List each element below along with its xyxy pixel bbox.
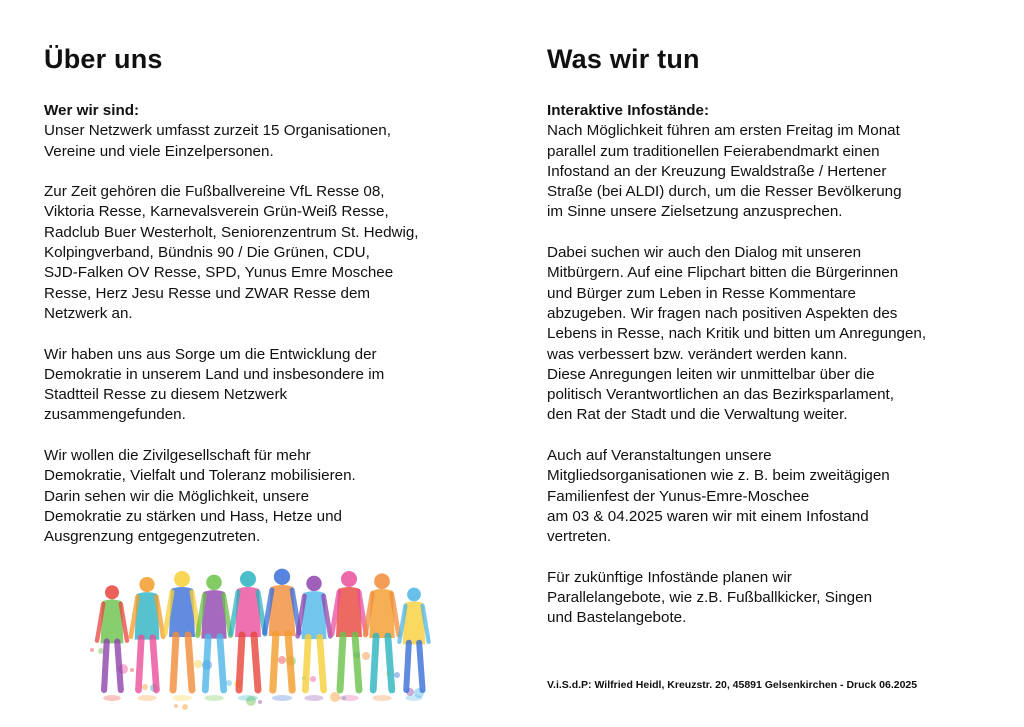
paint-splash bbox=[330, 692, 340, 702]
paint-splash bbox=[394, 672, 400, 678]
person-figure bbox=[265, 569, 300, 701]
person-figure bbox=[231, 571, 265, 701]
paint-splash bbox=[226, 680, 232, 686]
right-paragraph-3: Auch auf Veranstaltungen unsere Mitgliedsorganisationen wie z. B. beim zweitägigen Familienfest der Yunus-Emre-Moschee am 03 & 04.2025 waren wir mit einem Infostand vertreten. bbox=[547, 447, 890, 546]
paint-splash bbox=[130, 668, 134, 672]
paint-splash bbox=[194, 660, 202, 668]
paint-splash bbox=[142, 684, 148, 690]
paint-splash bbox=[90, 648, 94, 652]
left-paragraph-1: Unser Netzwerk umfasst zurzeit 15 Organisationen, Vereine und viele Einzelpersonen. bbox=[44, 122, 391, 160]
person-figure bbox=[97, 585, 127, 701]
right-body bbox=[547, 101, 1007, 649]
imprint-footer: V.i.S.d.P: Wilfried Heidl, Kreuzstr. 20, 45891 Gelsenkirchen - Druck 06.2025 bbox=[547, 679, 918, 691]
person-figure bbox=[165, 571, 199, 701]
left-body bbox=[44, 101, 494, 568]
person-figure bbox=[298, 576, 331, 701]
right-subtitle: Interaktive Infostände: bbox=[547, 102, 710, 119]
right-paragraph-1: Nach Möglichkeit führen am ersten Freitag im Monat parallel zum traditionellen Feierabendmarkt einen Infostand an der Kreuzung Ewaldstraße / Hertener Straße (bei ALDI) durch, um die Resser Bevölkerung im Sinne unsere Zielsetzung anzusprechen. bbox=[547, 122, 902, 221]
person-figure bbox=[198, 575, 231, 701]
paint-splash bbox=[310, 676, 316, 682]
right-paragraph-2: Dabei suchen wir auch den Dialog mit unseren Mitbürgern. Auf eine Flipchart bitten die Bürgerinnen und Bürger zum Leben in Resse Kommentare abzugeben. Wir fragen nach positiven Aspekten des Lebens in Resse, nach Kritik und bitten um Anregungen, was verbessert bzw. verändert werden kann. Diese Anregungen leiten wir unmittelbar über die politisch Verantwortlichen an das Bezirksparlament, den Rat der Stadt und die Verwaltung weiter. bbox=[547, 244, 927, 424]
left-paragraph-4: Wir wollen die Zivilgesellschaft für mehr Demokratie, Vielfalt und Toleranz mobilisieren. Darin sehen wir die Möglichkeit, unsere Demokratie zu stärken und Hass, Hetze und Ausgrenzung entgegenzutreten. bbox=[44, 447, 356, 546]
paint-splash bbox=[278, 656, 286, 664]
right-intro bbox=[547, 101, 1007, 223]
page-title-ueber-uns: Über uns bbox=[44, 44, 163, 74]
paint-splash bbox=[182, 704, 188, 710]
person-figure bbox=[332, 571, 366, 701]
left-intro bbox=[44, 101, 494, 162]
paint-splash bbox=[362, 652, 370, 660]
left-subtitle: Wer wir sind: bbox=[44, 102, 140, 119]
person-figure bbox=[131, 577, 163, 701]
diverse-people-walking-illustration-icon bbox=[52, 500, 457, 720]
person-figure bbox=[399, 588, 428, 701]
paint-splash bbox=[258, 700, 262, 704]
left-paragraph-3: Wir haben uns aus Sorge um die Entwicklung der Demokratie in unserem Land und insbesondere im Stadtteil Resse zu diesem Netzwerk zusammengefunden. bbox=[44, 345, 385, 424]
people-group bbox=[97, 569, 429, 701]
right-paragraph-4: Für zukünftige Infostände planen wir Parallelangebote, wie z.B. Fußballkicker, Singen und Bastelangebote. bbox=[547, 568, 873, 627]
left-paragraph-2: Zur Zeit gehören die Fußballvereine VfL Resse 08, Viktoria Resse, Karnevalsverein Grün-Weiß Resse, Radclub Buer Westerholt, Seniorenzentrum St. Hedwig, Kolpingverband, Bündnis 90 / Die Grünen, CDU, SJD-Falken OV Resse, SPD, Yunus Emre Moschee Resse, Herz Jesu Resse und ZWAR Resse dem Netzwerk an. bbox=[44, 183, 419, 322]
page-title-was-wir-tun: Was wir tun bbox=[547, 44, 700, 74]
person-figure bbox=[365, 573, 398, 701]
paint-splash bbox=[174, 704, 178, 708]
